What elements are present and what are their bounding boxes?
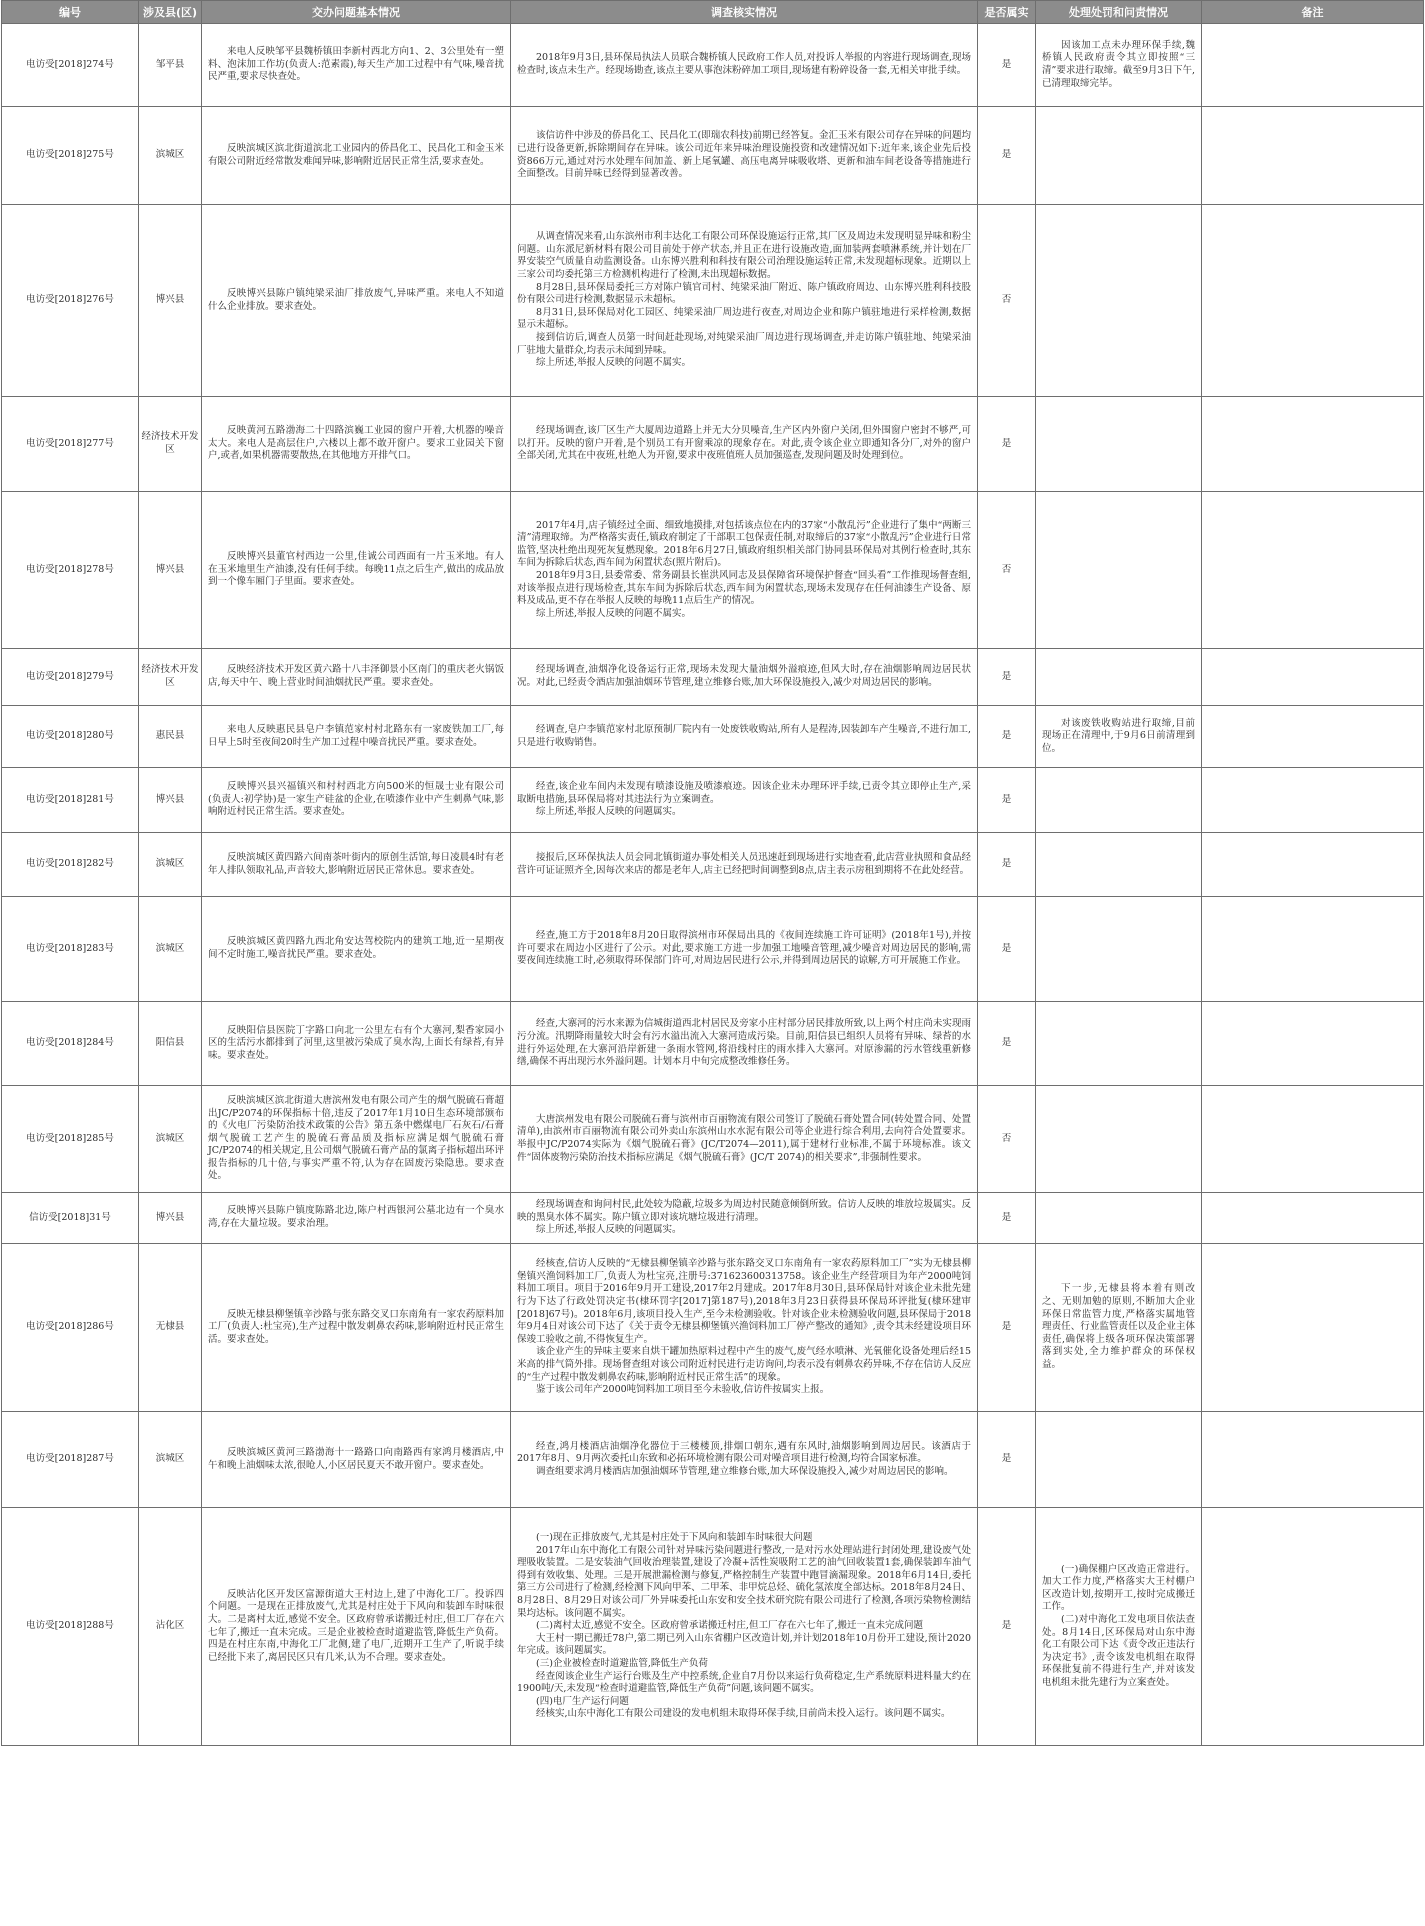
paragraph: 2017年4月,店子镇经过全面、细致地摸排,对包括该点位在内的37家“小散乱污”企业进行了集中“两断三清”清理取缔。为严格落实责任,镇政府制定了干部职工包保责任制,对取缔后的37家“小散乱污”企业进行日常监管,坚决杜绝出现死灰复燃现象。2018年6月27日,镇政府组织相关部门协同县环保局对其例行检查时,其东车间为拆除后状态,西车间为闲置状态(照片附后)。 [517, 519, 971, 569]
cell-remarks [1202, 833, 1424, 897]
header-id: 编号 [2, 1, 139, 24]
cell-id: 电访受[2018]279号 [2, 649, 139, 706]
paragraph: 反映阳信县医院丁字路口向北一公里左右有个大寨河,梨香家园小区的生活污水都排到了河里,这里被污染成了臭水沟,上面长有绿苔,有异味。要求查处。 [208, 1024, 504, 1061]
paragraph: 反映博兴县陈户镇度陈路北边,陈户村西银河公墓北边有一个臭水湾,存在大量垃圾。要求治理。 [208, 1205, 504, 1229]
paragraph: 接到信访后,调查人员第一时间赶赴现场,对纯梁采油厂周边进行现场调查,并走访陈户镇驻地、纯梁采油厂驻地大量群众,均表示未闻到异味。 [517, 331, 971, 356]
paragraph: 8月31日,县环保局对化工园区、纯梁采油厂周边进行夜查,对周边企业和陈户镇驻地进行采样检测,数据显示未超标。 [517, 306, 971, 331]
cell-issue [202, 1508, 511, 1746]
table-row [2, 1086, 1424, 1193]
paragraph: 经查,鸿月楼酒店油烟净化器位于三楼楼顶,排烟口朝东,遇有东风时,油烟影响到周边居民。该酒店于2017年8月、9月两次委托山东致和必拓环境检测有限公司对噪音项目进行检测,均符合国家标准。 [517, 1440, 971, 1465]
table-row [2, 107, 1424, 205]
cell-verified: 是 [978, 1244, 1036, 1412]
table-row [2, 205, 1424, 397]
paragraph: 反映博兴县兴福镇兴和村村西北方向500米的恒晟士业有限公司(负责人:初学协)是一家生产硅盆的企业,在喷漆作业中产生刺鼻气味,影响附近村民正常生活。要求查处。 [208, 781, 504, 818]
cell-remarks [1202, 1193, 1424, 1244]
cell-verified: 是 [978, 768, 1036, 833]
paragraph: 反映滨城区滨北街道大唐滨州发电有限公司产生的烟气脱硫石膏超出JC/P2074的环保指标十倍,违反了2017年1月10日生态环境部颁布的《火电厂污染防治技术政策的公告》第五条中燃煤电厂石灰石/石膏烟气脱硫工艺产生的脱硫石膏品质及指标应满足烟气脱硫石膏JC/P2074的相关规定,且公司烟气脱硫石膏产品的氯离子指标超出环评报告指标的几十倍,与事实严重不符,认为存在固废污染隐患。要求查处。 [208, 1094, 504, 1182]
cell-id: 电访受[2018]287号 [2, 1412, 139, 1508]
cell-issue [202, 1002, 511, 1086]
paragraph: (三)企业被检查时道避监管,降低生产负荷 [536, 1657, 708, 1669]
cell-investigation [511, 397, 978, 492]
cell-handling [1036, 833, 1202, 897]
cell-handling [1036, 397, 1202, 492]
paragraph: 综上所述,举报人反映的问题不属实。 [536, 607, 692, 619]
cell-remarks [1202, 1002, 1424, 1086]
cell-handling [1036, 897, 1202, 1002]
cell-id: 电访受[2018]278号 [2, 492, 139, 649]
table-row [2, 24, 1424, 107]
cell-investigation [511, 706, 978, 768]
paragraph: 经查,大寨河的污水来源为信城街道西北村居民及旁家小庄村部分居民排放所致,以上两个村庄尚未实现雨污分流。汛期降雨量较大时会有污水溢出流入大寨河造成污染。目前,阳信县已组织人员将有异味、绿苔的水进行外运处理,在大寨河沿岸新建一条雨水管网,将沿线村庄的雨水排入大寨河。对原渗漏的污水管线重新修缮,确保不再出现污水外溢问题。计划本月中旬完成整改维修任务。 [517, 1018, 971, 1068]
cell-verified: 是 [978, 1412, 1036, 1508]
cell-verified: 否 [978, 1086, 1036, 1193]
cell-handling [1036, 1508, 1202, 1746]
cell-handling [1036, 768, 1202, 833]
cell-handling [1036, 706, 1202, 768]
paragraph: 经调查,皂户李镇范家村北原预制厂院内有一处废铁收购站,所有人是程涛,因装卸车产生噪音,不进行加工,只是进行收购销售。 [517, 723, 971, 748]
cell-verified: 是 [978, 1193, 1036, 1244]
cell-county: 博兴县 [139, 492, 202, 649]
paragraph: 综上所述,举报人反映的问题不属实。 [536, 357, 692, 369]
table-row [2, 397, 1424, 492]
cell-county: 博兴县 [139, 768, 202, 833]
cell-county: 无棣县 [139, 1244, 202, 1412]
table-row [2, 1193, 1424, 1244]
cell-county: 博兴县 [139, 1193, 202, 1244]
paragraph: 经查阅该企业生产运行台账及生产中控系统,企业自7月份以来运行负荷稳定,生产系统原料进料量大约在1900吨/天,未发现“检查时道避监管,降低生产负荷”问题,该问题不属实。 [517, 1670, 971, 1695]
header-handling: 处理处罚和问责情况 [1036, 1, 1202, 24]
cell-remarks [1202, 1412, 1424, 1508]
paragraph: (二)离村太近,感觉不安全。区政府曾承诺搬迁村庄,但工厂存在六七年了,搬迁一直未完成问题 [536, 1620, 923, 1632]
cell-handling [1036, 1193, 1202, 1244]
paragraph: 2017年山东中海化工有限公司针对异味污染问题进行整改,一是对污水处理站进行封闭处理,建设废气处理吸收装置。二是安装油气回收治理装置,建设了冷凝+活性炭吸附工艺的油气回收装置1套,确保装卸车油气得到有效收集、处理。三是开展泄漏检测与修复,严格控制生产装置中跑冒滴漏现象。2018年6月14日,委托第三方公司进行了检测,经检测下风向甲苯、二甲苯、非甲烷总烃、硫化氢浓度全部达标。2018年8月24日、8月28日、8月29日对该公司厂外异味委托山东安和安全技术研究院有限公司进行了检测,各项污染物检测结果均达标。该问题不属实。 [517, 1544, 971, 1619]
cell-issue [202, 833, 511, 897]
cell-verified: 是 [978, 649, 1036, 706]
complaint-table [1, 0, 1424, 1746]
paragraph: 经查,该企业车间内未发现有喷漆设施及喷漆痕迹。因该企业未办理环评手续,已责令其立即停止生产,采取断电措施,县环保局将对其违法行为立案调查。 [517, 781, 971, 805]
table-body [2, 24, 1424, 1746]
paragraph: 对该废铁收购站进行取缔,目前现场正在清理中,于9月6日前清理到位。 [1042, 717, 1195, 754]
table-row [2, 833, 1424, 897]
cell-handling [1036, 24, 1202, 107]
cell-issue [202, 1086, 511, 1193]
paragraph: 反映无棣县柳堡镇辛沙路与张东路交叉口东南角有一家农药原料加工厂(负责人:杜宝亮),生产过程中散发刺鼻农药味,影响附近村民正常生活。要求查处。 [208, 1308, 504, 1345]
paragraph: 来电人反映惠民县皂户李镇范家村村北路东有一家废铁加工厂,每日早上5时至夜间20时生产加工过程中噪音扰民严重。要求查处。 [208, 723, 504, 748]
cell-remarks [1202, 1086, 1424, 1193]
paragraph: 大王村一期已搬迁78户,第二期已列入山东省棚户区改造计划,并计划2018年10月份开工建设,预计2020年完成。该问题属实。 [517, 1632, 971, 1657]
cell-county: 经济技术开发区 [139, 649, 202, 706]
cell-investigation [511, 1086, 978, 1193]
paragraph: 经现场调查,该厂区生产大厦周边道路上并无大分贝噪音,生产区内外窗户关闭,但外围窗户密封不够严,可以打开。反映的窗户开着,是个别员工有开窗乘凉的现象存在。对此,责令该企业立即通知各分厂,对外的窗户全部关闭,尤其在中夜班,杜绝人为开窗,要求中夜班值班人员加强巡查,发现问题及时处理到位。 [517, 425, 971, 462]
paragraph: 2018年9月3日,县环保局执法人员联合魏桥镇人民政府工作人员,对投诉人举报的内容进行现场调查,现场检查时,该点未生产。经现场勘查,该点主要从事泡沫粉碎加工项目,现场建有粉碎设备一套,无相关审批手续。 [517, 52, 971, 76]
cell-county: 邹平县 [139, 24, 202, 107]
cell-issue [202, 205, 511, 397]
cell-id: 电访受[2018]277号 [2, 397, 139, 492]
cell-remarks [1202, 897, 1424, 1002]
cell-handling [1036, 1412, 1202, 1508]
paragraph: (一)现在正排放废气,尤其是村庄处于下风向和装卸车时味很大问题 [536, 1532, 813, 1544]
cell-investigation [511, 107, 978, 205]
paragraph: 从调查情况来看,山东滨州市利丰达化工有限公司环保设施运行正常,其厂区及周边未发现明显异味和粉尘问题。山东派尼新材料有限公司目前处于停产状态,并且正在进行设施改造,面加装两套喷淋系统,并计划在厂界安装空气质量自动监测设备。山东博兴胜利和科技有限公司治理设施运转正常,未发现超标现象。近期以上三家公司均委托第三方检测机构进行了检测,未出现超标数据。 [517, 231, 971, 281]
cell-investigation [511, 24, 978, 107]
header-issue: 交办问题基本情况 [202, 1, 511, 24]
cell-remarks [1202, 768, 1424, 833]
paragraph: 经现场调查,油烟净化设备运行正常,现场未发现大量油烟外溢痕迹,但风大时,存在油烟影响周边居民状况。对此,已经责令酒店加强油烟环节管理,建立维修台账,加大环保设施投入,减少对周边居民的影响。 [517, 664, 971, 688]
cell-id: 信访受[2018]31号 [2, 1193, 139, 1244]
cell-verified: 否 [978, 205, 1036, 397]
paragraph: 大唐滨州发电有限公司脱硫石膏与滨州市百丽物流有限公司签订了脱硫石膏处置合同(转处置合同、处置清单),由滨州市百丽物流有限公司外卖山东滨州山水水泥有限公司等企业进行综合利用,去向符合处置要求。举报中JC/P2074实际为《烟气脱硫石膏》(JC/T2074—2011),属于建材行业标准,不属于环境标准。该文件“固体废物污染防治技术指标应满足《烟气脱硫石膏》(JC/T 2074)的相关要求”,非强制性要求。 [517, 1113, 971, 1163]
cell-verified: 是 [978, 1508, 1036, 1746]
paragraph: 综上所述,举报人反映的问题属实。 [536, 1224, 682, 1236]
cell-issue [202, 706, 511, 768]
paragraph: 反映滨城区黄四路六间南茶叶街内的原创生活馆,每日凌晨4时有老年人排队领取礼品,声音较大,影响附近居民正常休息。要求查处。 [208, 851, 504, 876]
paragraph: 因该加工点未办理环保手续,魏桥镇人民政府责令其立即按照“三清”要求进行取缔。截至9月3日下午,已清理取缔完毕。 [1042, 39, 1195, 89]
cell-handling [1036, 1244, 1202, 1412]
cell-id: 电访受[2018]275号 [2, 107, 139, 205]
paragraph: 反映博兴县董官村西边一公里,佳诚公司西面有一片玉米地。有人在玉米地里生产油漆,没有任何手续。每晚11点之后生产,做出的成品放到一个像车厢门子里面。要求查处。 [208, 551, 504, 588]
paragraph: 经核查,信访人反映的“无棣县柳堡镇辛沙路与张东路交叉口东南角有一家农药原料加工厂”实为无棣县柳堡镇兴渔饲料加工厂,负责人为杜宝亮,注册号:371623600313758。该企业生产经营项目为年产2000吨饲料加工项目。项目于2016年9月开工建设,2017年2月建成。2017年8月30日,县环保局针对该企业未批先建行为下达了行政处罚决定书(棣环罚字[2017]第187号),2018年3月23日获得县环保局环评批复(棣环建审[2018]67号)。2018年6月,该项目投入生产,至今未检测验收。针对该企业未检测验收问题,县环保局于2018年9月4日对该公司下达了《关于责令无棣县柳堡镇兴渔饲料加工厂停产整改的通知》,责令其未经建设项目环保竣工验收之前,不得恢复生产。 [517, 1258, 971, 1345]
paragraph: 鉴于该公司年产2000吨饲料加工项目至今未验收,信访件按属实上报。 [536, 1384, 830, 1396]
cell-investigation [511, 649, 978, 706]
cell-remarks [1202, 24, 1424, 107]
header-county: 涉及县(区) [139, 1, 202, 24]
cell-investigation [511, 1244, 978, 1412]
cell-investigation [511, 768, 978, 833]
cell-county: 滨城区 [139, 897, 202, 1002]
cell-verified: 是 [978, 833, 1036, 897]
cell-remarks [1202, 492, 1424, 649]
paragraph: (四)电厂生产运行问题 [536, 1695, 629, 1707]
cell-handling [1036, 107, 1202, 205]
paragraph: 2018年9月3日,县委常委、常务副县长崔洪风同志及县保障省环境保护督查“回头看”工作推现场督查组,对该举报点进行现场检查,其东车间为拆除后状态,西车间为闲置状态,现场未发现存在任何油漆生产设备、原料及成品,更不存在举报人反映的每晚11点后生产的情况。 [517, 570, 971, 607]
cell-id: 电访受[2018]288号 [2, 1508, 139, 1746]
header-verified: 是否属实 [978, 1, 1036, 24]
cell-id: 电访受[2018]284号 [2, 1002, 139, 1086]
table-row [2, 492, 1424, 649]
paragraph: 经核实,山东中海化工有限公司建设的发电机组未取得环保手续,目前尚未投入运行。该问题不属实。 [536, 1708, 951, 1720]
cell-investigation [511, 492, 978, 649]
paragraph: 接报后,区环保执法人员会同北镇街道办事处相关人员迅速赶到现场进行实地查看,此店营业执照和食品经营许可证证照齐全,因每次来店的都是老年人,店主已经把时间调整到8点,店主表示房租到期将不在此处经营。 [517, 851, 971, 876]
paragraph: 反映滨城区滨北街道滨北工业园内的侨昌化工、民昌化工和金玉米有限公司附近经常散发难闻异味,影响附近居民正常生活,要求查处。 [208, 142, 504, 167]
header-investigation: 调查核实情况 [511, 1, 978, 24]
paragraph: 反映博兴县陈户镇纯梁采油厂排放废气,异味严重。来电人不知道什么企业排放。要求查处。 [208, 287, 504, 312]
cell-issue [202, 24, 511, 107]
cell-issue [202, 649, 511, 706]
cell-investigation [511, 833, 978, 897]
table-header-row [2, 1, 1424, 24]
cell-issue [202, 1244, 511, 1412]
cell-verified: 是 [978, 897, 1036, 1002]
cell-id: 电访受[2018]274号 [2, 24, 139, 107]
paragraph: 反映沾化区开发区富源街道大王村边上,建了中海化工厂。投诉四个问题。一是现在正排放废气,尤其是村庄处于下风向和装卸车时味很大。二是离村太近,感觉不安全。区政府曾承诺搬迁村庄,但工厂存在六七年了,搬迁一直未完成。三是企业被检查时道避监管,降低生产负荷。四是在村庄东南,中海化工厂北侧,建了电厂,近期开工生产了,听说手续已经批下来了,离居民区只有几米,认为不合理。要求查处。 [208, 1588, 504, 1663]
cell-remarks [1202, 107, 1424, 205]
cell-id: 电访受[2018]285号 [2, 1086, 139, 1193]
cell-county: 滨城区 [139, 1412, 202, 1508]
paragraph: 反映滨城区黄河三路渤海十一路路口向南路西有家鸿月楼酒店,中午和晚上油烟味太浓,很呛人,小区居民夏天不敢开窗户。要求查处。 [208, 1446, 504, 1471]
cell-verified: 是 [978, 24, 1036, 107]
paragraph: 下一步,无棣县将本着有则改之、无则加勉的原则,不断加大企业环保日常监管力度,严格落实属地管理责任、行业监管责任以及企业主体责任,确保将上级各项环保决策部署落到实处,全力维护群众的环保权益。 [1042, 1283, 1195, 1370]
cell-county: 沾化区 [139, 1508, 202, 1746]
cell-issue [202, 107, 511, 205]
table-row [2, 768, 1424, 833]
cell-remarks [1202, 1244, 1424, 1412]
cell-investigation [511, 1002, 978, 1086]
paragraph: 反映经济技术开发区黄六路十八丰泽御景小区南门的重庆老火锅饭店,每天中午、晚上营业时间油烟扰民严重。要求查处。 [208, 664, 504, 688]
paragraph: 8月28日,县环保局委托三方对陈户镇官司村、纯梁采油厂附近、陈户镇政府周边、山东博兴胜利科技股份有限公司进行检测,数据显示未超标。 [517, 281, 971, 306]
paragraph: 经查,施工方于2018年8月20日取得滨州市环保局出具的《夜间连续施工许可证明》(2018年1号),并按许可要求在周边小区进行了公示。对此,要求施工方进一步加强工地噪音管理,减少噪音对周边居民的影响,需要夜间连续施工时,必须取得环保部门许可,对周边居民进行公示,并得到周边居民的谅解,方可开展施工作业。 [517, 930, 971, 967]
paragraph: 经现场调查和询问村民,此处较为隐蔽,垃圾多为周边村民随意倾倒所致。信访人反映的堆放垃圾属实。反映的黑臭水体不属实。陈户镇立即对该坑塘垃圾进行清理。 [517, 1199, 971, 1223]
paragraph: 综上所述,举报人反映的问题属实。 [536, 806, 682, 818]
paragraph: 该企业产生的异味主要来自烘干罐加热原料过程中产生的废气,废气经水喷淋、光氧催化设备处理后经15米高的排气筒外排。现场督查组对该公司附近村民进行走访询问,均表示没有刺鼻农药异味,不存在信访人反应的“生产过程中散发刺鼻农药味,影响附近村民正常生活”的现象。 [517, 1346, 971, 1383]
cell-issue [202, 768, 511, 833]
cell-remarks [1202, 205, 1424, 397]
cell-county: 惠民县 [139, 706, 202, 768]
cell-verified: 是 [978, 397, 1036, 492]
cell-investigation [511, 1508, 978, 1746]
cell-handling [1036, 205, 1202, 397]
cell-remarks [1202, 1508, 1424, 1746]
table-row [2, 649, 1424, 706]
cell-issue [202, 1193, 511, 1244]
cell-remarks [1202, 397, 1424, 492]
cell-id: 电访受[2018]283号 [2, 897, 139, 1002]
cell-investigation [511, 205, 978, 397]
cell-id: 电访受[2018]286号 [2, 1244, 139, 1412]
cell-id: 电访受[2018]281号 [2, 768, 139, 833]
cell-remarks [1202, 706, 1424, 768]
cell-investigation [511, 897, 978, 1002]
cell-issue [202, 1412, 511, 1508]
cell-investigation [511, 1412, 978, 1508]
paragraph: 该信访件中涉及的侨昌化工、民昌化工(即瑞农科技)前期已经答复。金汇玉米有限公司存在异味的问题均已进行设备更新,拆除期间存在异味。该公司近年来异味治理设施投资和改建情况如下:近年来,该企业先后投资866万元,通过对污水处理车间加盖、新上尾氧罐、高压电离异味吸收塔、更新和油车间老设备等措施进行全面整改。目前异味已经得到显著改善。 [517, 130, 971, 180]
cell-handling [1036, 492, 1202, 649]
cell-county: 滨城区 [139, 1086, 202, 1193]
cell-county: 博兴县 [139, 205, 202, 397]
cell-issue [202, 492, 511, 649]
table-row [2, 1244, 1424, 1412]
table-row [2, 897, 1424, 1002]
paragraph: (一)确保棚户区改造正常进行。加大工作力度,严格落实大王村棚户区改造计划,按期开工,按时完成搬迁工作。 [1042, 1563, 1195, 1613]
cell-handling [1036, 1086, 1202, 1193]
header-remarks: 备注 [1202, 1, 1424, 24]
cell-verified: 否 [978, 492, 1036, 649]
cell-county: 滨城区 [139, 107, 202, 205]
cell-id: 电访受[2018]282号 [2, 833, 139, 897]
cell-issue [202, 397, 511, 492]
cell-remarks [1202, 649, 1424, 706]
table-row [2, 1002, 1424, 1086]
cell-handling [1036, 1002, 1202, 1086]
cell-id: 电访受[2018]280号 [2, 706, 139, 768]
cell-verified: 是 [978, 1002, 1036, 1086]
cell-id: 电访受[2018]276号 [2, 205, 139, 397]
table-row [2, 706, 1424, 768]
paragraph: 调查组要求鸿月楼酒店加强油烟环节管理,建立维修台账,加大环保设施投入,减少对周边居民的影响。 [536, 1465, 954, 1477]
table-row [2, 1508, 1424, 1746]
cell-handling [1036, 649, 1202, 706]
paragraph: 反映滨城区黄四路九西北角安达驾校院内的建筑工地,近一星期夜间不定时施工,噪音扰民严重。要求查处。 [208, 936, 504, 960]
cell-investigation [511, 1193, 978, 1244]
cell-issue [202, 897, 511, 1002]
cell-county: 经济技术开发区 [139, 397, 202, 492]
cell-verified: 是 [978, 107, 1036, 205]
cell-county: 滨城区 [139, 833, 202, 897]
paragraph: 来电人反映邹平县魏桥镇田李新村西北方向1、2、3公里处有一塑料、泡沫加工作坊(负责人:范素霞),每天生产加工过程中有气味,噪音扰民严重,要求尽快查处。 [208, 46, 504, 83]
table-row [2, 1412, 1424, 1508]
paragraph: (二)对中海化工发电项目依法查处。8月14日,区环保局对山东中海化工有限公司下达《责令改正违法行为决定书》,责令该发电机组在取得环保批复前不得进行生产,并对该发电机组未批先建行为立案查处。 [1042, 1613, 1195, 1688]
cell-verified: 是 [978, 706, 1036, 768]
paragraph: 反映黄河五路渤海二十四路滨巍工业园的窗户开着,大机器的噪音太大。来电人是高层住户,六楼以上都不敢开窗户。要求工业园关下窗户,或者,如果机器需要散热,在其他地方开排气口。 [208, 425, 504, 462]
cell-county: 阳信县 [139, 1002, 202, 1086]
